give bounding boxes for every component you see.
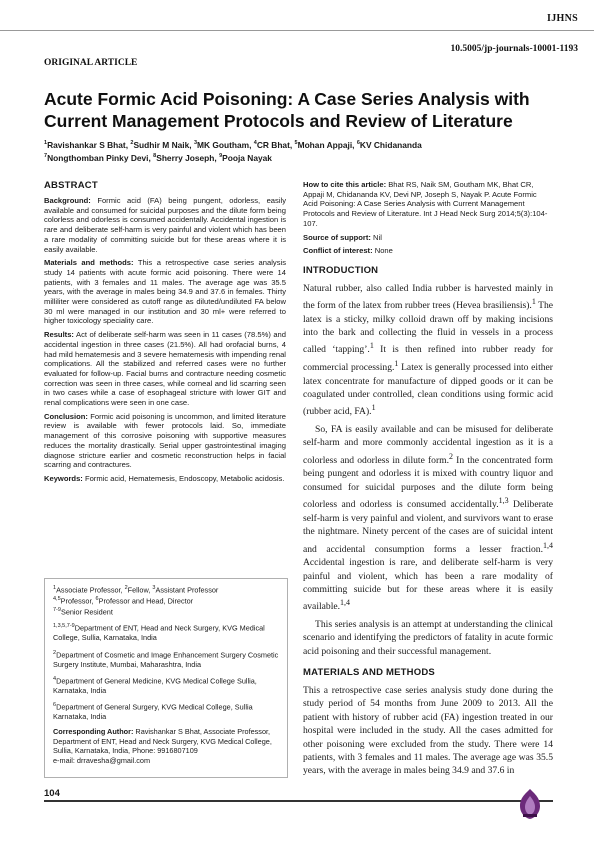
article-type: ORIGINAL ARTICLE [44, 58, 138, 68]
conflict-of-interest: Conflict of interest: None [303, 246, 393, 256]
corresponding-author: Corresponding Author: Ravishankar S Bhat, Associate Professor, Department of ENT, Head and Neck Surgery, KVG Medical College, Sullia, Karnataka, India, Phone: 9916807109 e-mail: drravesha@gmail.com [53, 727, 272, 765]
journal-name: IJHNS [547, 13, 578, 24]
intro-paragraph-3: This series analysis is an attempt at understanding the clinical scenario and identifying the predictors of fatality in acute formic acid poisoning and their successful management. [303, 619, 553, 657]
doi[interactable]: 10.5005/jp-journals-10001-1193 [450, 44, 578, 54]
footer-rule [44, 800, 553, 802]
author: $^4$CR Bhat, [253, 139, 295, 150]
citation: How to cite this article: Bhat RS, Naik SM, Goutham MK, Bhat CR, Appaji M, Chidananda KV, Devi NP, Joseph S, Nayak P. Acute Formic Acid Poisoning: A Case Series Analysis with Current Management Protocols and Review of Literature. Int J Head Neck Surg 2014;5(3):104-107. [303, 180, 548, 228]
publisher-logo-icon [517, 788, 543, 820]
affiliation-2: $^2$Department of Cosmetic and Image Enhancement Surgery Cosmetic Surgery Institute, Mumbai, Maharashtra, India [53, 649, 279, 669]
intro-paragraph-1: Natural rubber, also called India rubber is harvested mainly in the form of the latex from rubber trees (Hevea brasiliensis).$^1$ The latex is a sticky, milky colloid drawn off by making incisions into the bark and collecting the fluid in vessels in a process called ‘tapping’.$^1$ It is then refined into rubber ready for commercial processing.$^1$ Latex is generally processed into either latex concentrate for manufacture of dipped goods or it can be coagulated under controlled, clean conditions using formic acid (rubber acid, FA).$^1$ [303, 282, 553, 418]
abstract-results: Results: Act of deliberate self-harm was seen in 11 cases (78.5%) and accidental ingestion in three cases (21.5%). All had orofacial burns, 4 had mild hematemesis and 3 severe hematemesis with impending renal complications. All the stabilized and referred cases were no further evaluated for follow-up. Facial burns and contracture needing cosmetic correction was seen in three cases, while corneal and lid scarring seen in two cases while a case of esophageal stricture with lower GIT and renal complications were seen in one case. [44, 330, 286, 408]
page-number: 104 [44, 788, 60, 799]
author: $^8$Sherry Joseph, [153, 152, 220, 163]
intro-paragraph-2: So, FA is easily available and can be misused for deliberate self-harm and more commonly accidental ingestion as it is a colorless and odorless in dilute form.$^2$ In the concentrated form being pungent and odorless it is mixed with country liquor and consumed for suicidal purposes and the dilute form being colorless and odorless is consumed accidentally.$^{1,3}$ Deliberate self-harm is very painful and violent, and survivors want to erase the nightmare. Ninety percent of the cases are of suicidal intent and accidental consumption forms a lesser fraction.$^{1,4}$ Accidental ingestion is rare, and deliberate self-harm is very painful and violent, which has been a rare modality of committing suicide but for these areas where it is easily available.$^{1,4}$ [303, 424, 553, 613]
affiliation-1: $^{1,3,5,7-9}$Department of ENT, Head and Neck Surgery, KVG Medical College, Sullia, Karnataka, India [53, 623, 265, 643]
header-rule [0, 30, 594, 31]
methods-paragraph-1: This a retrospective case series analysis study done during the study period of 54 months from June 2009 to 2013. All the patient with history of rubber acid (FA) ingestion treated in our hospital were included in the study. All the cases admitted for other poisoning were excluded from the study. There were 14 patients, with 3 females and 11 males. The average age was 35.5 years, with the average in males being 34.9 and 37.6 in [303, 684, 553, 777]
right-column [303, 180, 553, 778]
author: $^6$KV Chidananda [356, 139, 422, 150]
author: $^1$Ravishankar S Bhat, [44, 139, 131, 150]
abstract-heading: ABSTRACT [44, 180, 98, 191]
introduction-body [303, 282, 553, 659]
author: $^7$Nongthomban Pinky Devi, [44, 152, 154, 163]
author-list [44, 138, 564, 164]
abstract-conclusion: Conclusion: Formic acid poisoning is uncommon, and limited literature review is available with fewer protocols laid. So, immediate management of this corrosive poisoning with supportive measures reduces the mortality drastically. Serial upper gastrointestinal imaging diagnose stricture earlier and cosmetic reconstruction helps in facial scarring and contractures. [44, 411, 286, 470]
methods-heading: MATERIALS AND METHODS [303, 667, 435, 679]
author: $^2$Sudhir M Naik, [130, 139, 194, 150]
abstract-body [44, 196, 286, 488]
author: $^9$Pooja Nayak [219, 152, 272, 163]
author: $^3$MK Goutham, [193, 139, 254, 150]
abstract-keywords: Keywords: Formic acid, Hematemesis, Endoscopy, Metabolic acidosis. [44, 473, 285, 483]
affiliation-3: $^4$Department of General Medicine, KVG Medical College Sullia, Karnataka, India [53, 675, 257, 695]
affiliations [53, 584, 281, 765]
abstract-methods: Materials and methods: This a retrospective case series analysis study 14 patients with acute formic acid poisoning. There were 14 patients, with 3 females and 11 males. The average age was 35.5 years, with the average in males being 34.9 and 37.6 in females. Thirty milliliter were considered as cutoff range as diluted/undiluted FA below 30 ml were managed in our institution and 30 ml+ were referred to higher toxicology speciality care. [44, 258, 286, 326]
author: $^5$Mohan Appaji, [294, 139, 357, 150]
author-positions: $^1$Associate Professor, $^2$Fellow, $^3$Assistant Professor $^{4,5}$Professor, $^6$Professor and Head, Director $^{7-9}$Senior Resident [53, 585, 219, 617]
source-of-support: Source of support: Nil [303, 232, 382, 242]
abstract-background: Background: Formic acid (FA) being pungent, odorless, easily available and consumed for suicidal purposes and the dilute form being colorless and odorless is consumed accidentally. Accidental ingestion is rare and deliberate self-harm is very painful and violent which has been a rare modality of committing suicide but for these areas where it is easily available. [44, 196, 286, 254]
paper-title: Acute Formic Acid Poisoning: A Case Series Analysis with Current Management Protocols and Review of Literature [44, 89, 530, 131]
affiliation-4: $^6$Department of General Surgery, KVG Medical College, Sullia Karnataka, India [53, 702, 253, 722]
introduction-heading: INTRODUCTION [303, 264, 379, 276]
methods-body [303, 684, 553, 778]
author-email[interactable]: e-mail: drravesha@gmail.com [53, 755, 151, 765]
